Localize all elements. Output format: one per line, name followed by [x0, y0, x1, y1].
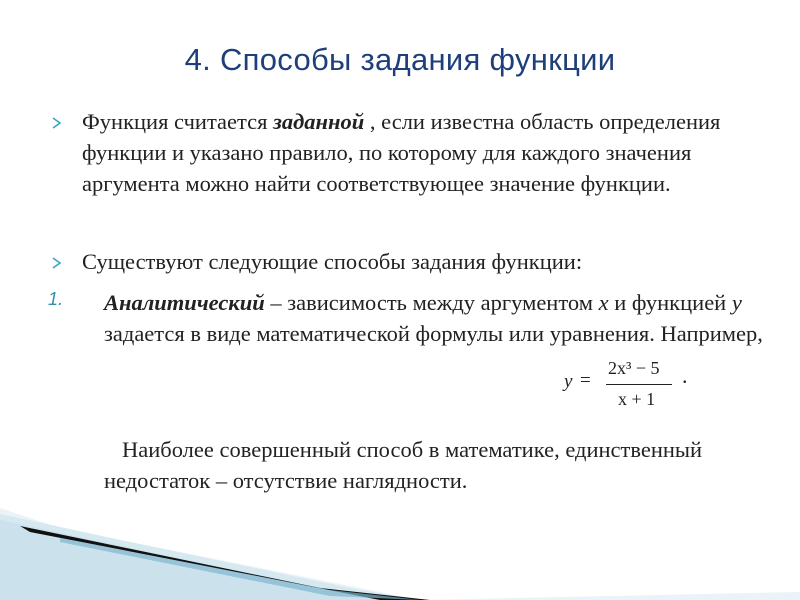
bullet-1-paragraph	[82, 106, 772, 199]
decorative-swoosh	[0, 480, 800, 600]
item-1-text-a: – зависимость между аргументом	[264, 290, 599, 315]
bullet-1-emphasis: заданной	[273, 109, 365, 134]
slide-title: 4. Способы задания функции	[184, 42, 616, 77]
bullet-1-text-before: Функция считается	[82, 109, 274, 134]
item-1-var-x: x	[598, 290, 609, 315]
formula-trailing-period: .	[682, 363, 688, 388]
item-1-text-c: задается в виде математической формулы или уравнения. Например,	[104, 321, 763, 346]
formula-equals: =	[580, 370, 591, 391]
item-1-text-b: и функцией	[608, 290, 732, 315]
item-1-paragraph	[104, 287, 784, 349]
formula-lhs: y	[564, 371, 573, 392]
bullet-1-text-after: , если известна область определения функции и указано правило, по которому для каждого значения аргумента можно найти соответствующее значение функции.	[82, 109, 721, 196]
conclusion-paragraph: Наиболее совершенный способ в математике, единственный недостаток – отсутствие наглядности.	[104, 437, 703, 493]
bullet-2-paragraph: Существуют следующие способы задания функции:	[82, 249, 583, 274]
formula-numerator: 2x³ − 5	[608, 358, 660, 378]
formula	[556, 354, 706, 416]
fraction-bar	[606, 384, 672, 385]
formula-denominator: x + 1	[618, 389, 656, 409]
bullet-marker-icon	[51, 116, 63, 134]
item-1-number: 1.	[48, 289, 64, 309]
item-1-var-y: y	[731, 290, 742, 315]
item-1-term: Аналитический	[104, 290, 265, 315]
bullet-marker-icon	[51, 256, 63, 274]
